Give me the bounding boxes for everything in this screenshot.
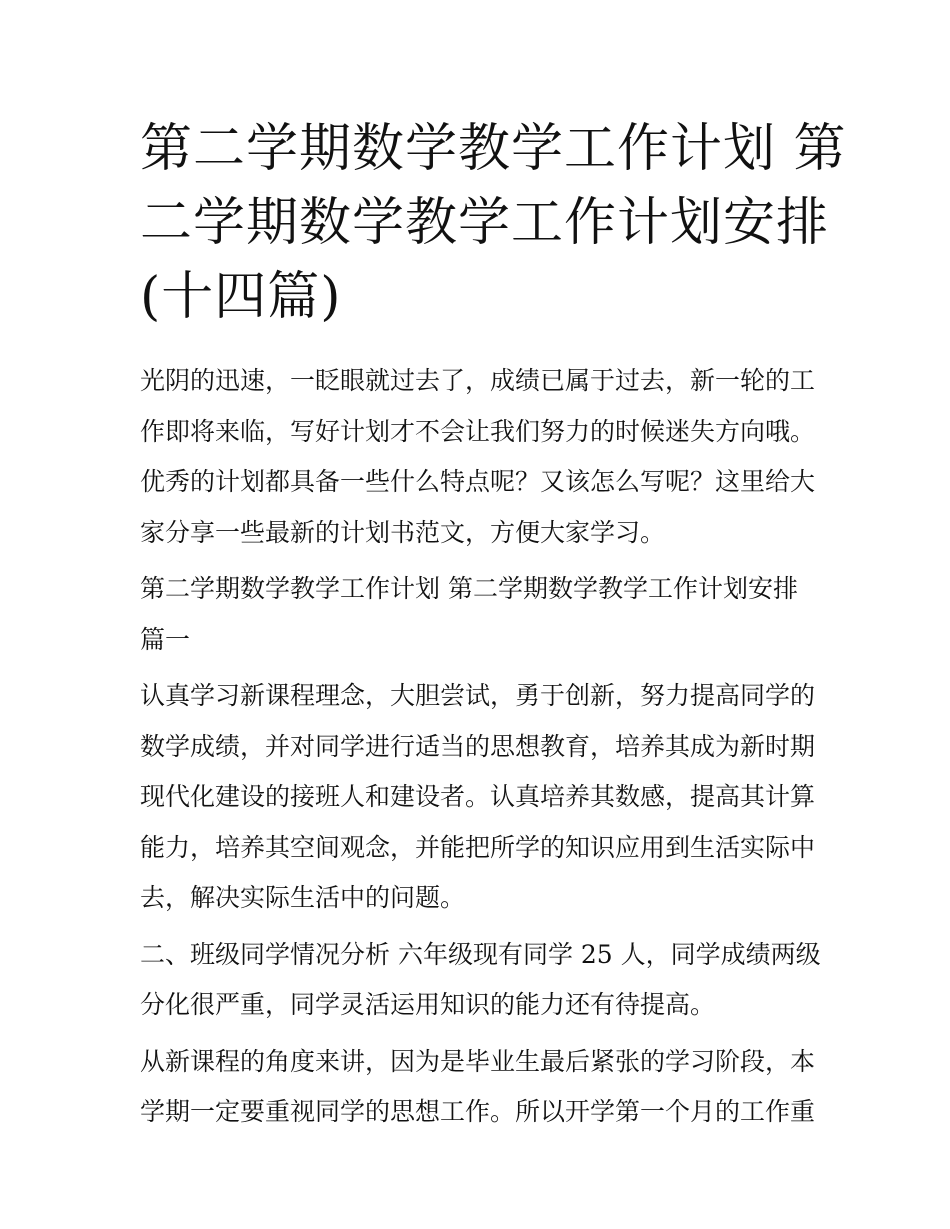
body-paragraph: [140, 671, 820, 924]
body-paragraph: [140, 1037, 820, 1138]
text-line: 学期一定要重视同学的思想工作。所以开学第一个月的工作重: [140, 1097, 816, 1126]
title-line: (十四篇): [140, 267, 342, 327]
text-line: 分化很严重，同学灵活运用知识的能力还有待提高。: [140, 990, 716, 1019]
title-line: 二学期数学教学工作计划安排: [140, 193, 830, 253]
document-body: [140, 356, 820, 1144]
text-line: 能力，培养其空间观念，并能把所学的知识应用到生活实际中: [140, 832, 816, 862]
text-line: 作即将来临，写好计划才不会让我们努力的时候迷失方向哦。: [140, 416, 816, 446]
body-paragraph: [140, 930, 820, 1031]
text-line: 现代化建设的接班人和建设者。认真培养其数感，提高其计算: [140, 782, 816, 811]
text-line: 家分享一些最新的计划书范文，方便大家学习。: [140, 517, 666, 547]
text-line: 去，解决实际生活中的问题。: [140, 883, 466, 912]
text-line: 二、班级同学情况分析 六年级现有同学 25 人，同学成绩两级: [140, 939, 821, 969]
intro-paragraph: [140, 356, 820, 558]
text-line: 第二学期数学教学工作计划 第二学期数学教学工作计划安排: [140, 574, 798, 603]
text-line: 数学成绩，并对同学进行适当的思想教育，培养其成为新时期: [140, 731, 816, 761]
text-line: 优秀的计划都具备一些什么特点呢？又该怎么写呢？这里给大: [140, 467, 816, 496]
text-line: 认真学习新课程理念，大胆尝试，勇于创新，努力提高同学的: [140, 681, 816, 710]
title-line: 第二学期数学教学工作计划 第: [140, 119, 847, 179]
text-line: 篇一: [140, 624, 191, 654]
text-line: 光阴的迅速，一眨眼就过去了，成绩已属于过去，新一轮的工: [140, 366, 816, 395]
section-heading: [140, 564, 820, 665]
text-line: 从新课程的角度来讲，因为是毕业生最后紧张的学习阶段，本: [140, 1046, 816, 1076]
document-title: [140, 112, 847, 334]
